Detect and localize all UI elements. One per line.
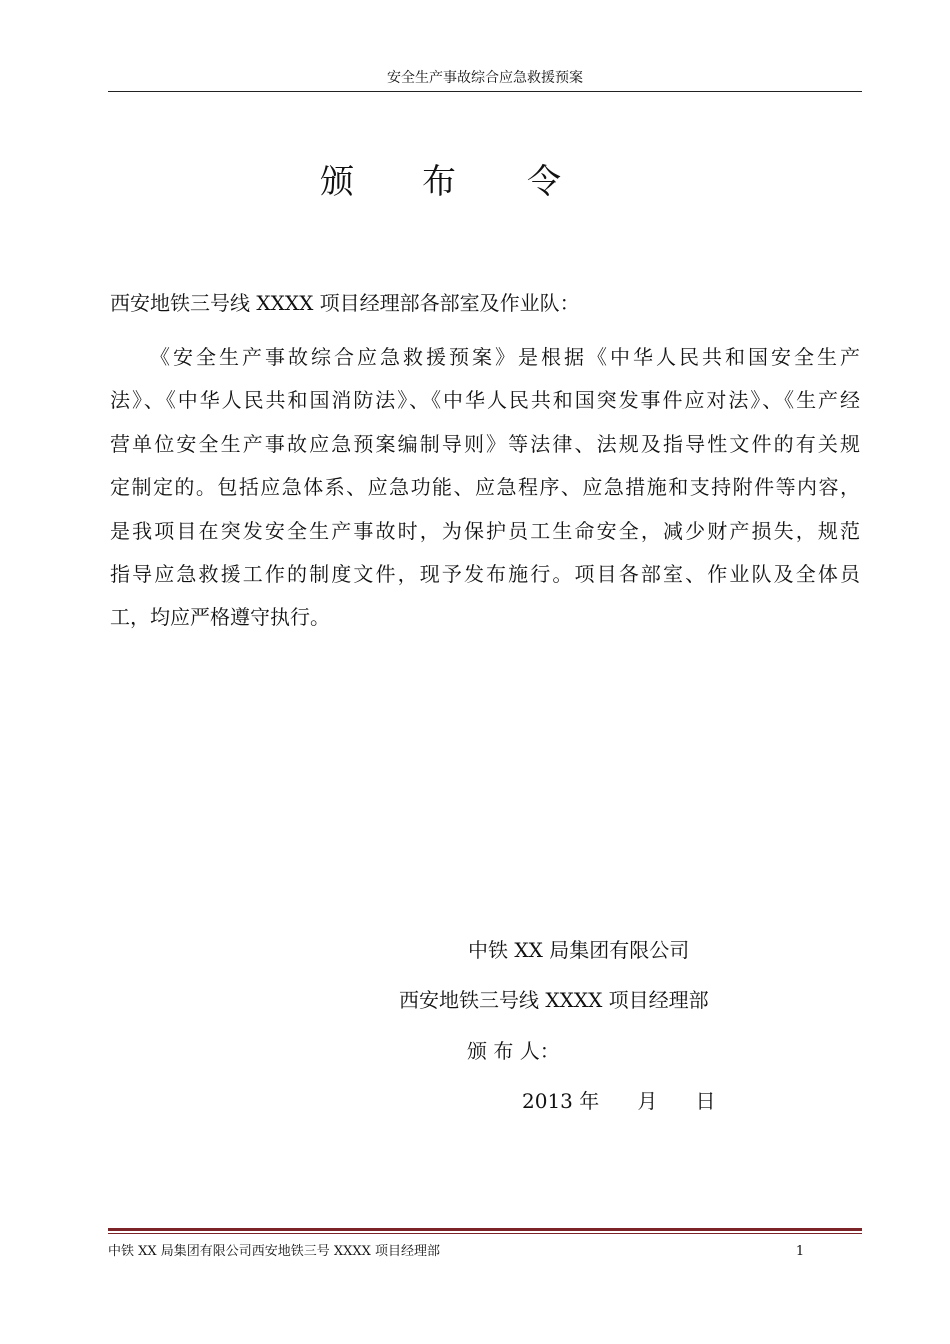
signature-department: 西安地铁三号线 XXXX 项目经理部 <box>399 988 709 1012</box>
body-line: 定制定的。包括应急体系、应急功能、应急程序、应急措施和支持附件等内容， <box>110 475 860 500</box>
running-header-title: 安全生产事故综合应急救援预案 <box>387 70 583 86</box>
body-line: 是我项目在突发安全生产事故时，为保护员工生命安全，减少财产损失，规范 <box>110 518 860 543</box>
title-char-1: 颁 <box>320 162 354 202</box>
body-line: 营单位安全生产事故应急预案编制导则》等法律、法规及指导性文件的有关规 <box>110 431 860 456</box>
salutation: 西安地铁三号线 XXXX 项目经理部各部室及作业队： <box>110 291 580 315</box>
header-divider <box>108 91 862 92</box>
body-line: 指导应急救援工作的制度文件，现予发布施行。项目各部室、作业队及全体员 <box>110 561 860 586</box>
signature-date: 2013 年 月 日 <box>522 1089 716 1113</box>
title-char-2: 布 <box>422 162 456 202</box>
body-line: 法》、《中华人民共和国消防法》、《中华人民共和国突发事件应对法》、《生产经 <box>110 388 860 413</box>
body-line: 《安全生产事故综合应急救援预案》是根据《中华人民共和国安全生产 <box>150 345 860 369</box>
footer-divider <box>108 1228 862 1236</box>
signature-issuer-label: 颁 布 人： <box>467 1039 560 1063</box>
signature-company: 中铁 XX 局集团有限公司 <box>468 938 690 962</box>
page-number: 1 <box>795 1244 805 1259</box>
body-line: 工，均应严格遵守执行。 <box>110 605 330 630</box>
footer-text: 中铁 XX 局集团有限公司西安地铁三号 XXXX 项目经理部 <box>108 1244 441 1259</box>
body-paragraph <box>110 339 860 643</box>
document-title <box>0 160 950 204</box>
title-char-3: 令 <box>527 162 561 202</box>
